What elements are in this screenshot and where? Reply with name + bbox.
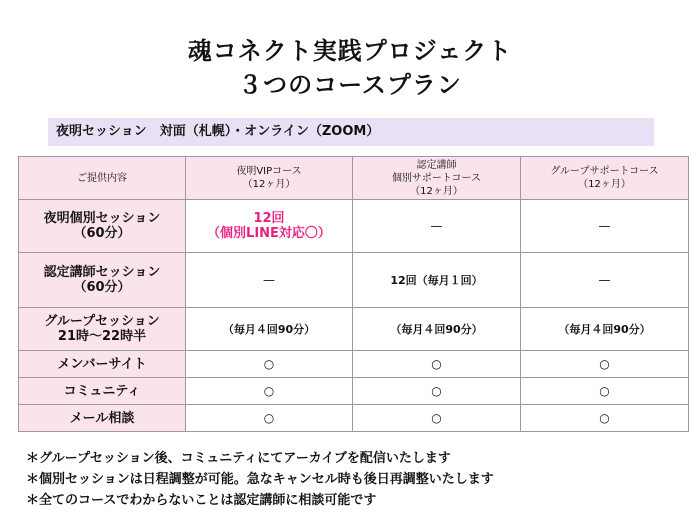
cell-instructor-group: （毎月４回90分） — [353, 308, 521, 351]
cell-group-community: ○ — [521, 378, 689, 405]
row-label-email-consult: メール相談 — [19, 405, 186, 432]
title-line-1: 魂コネクト実践プロジェクト — [187, 37, 513, 65]
cell-vip-email: ○ — [186, 405, 353, 432]
table-row — [19, 253, 689, 308]
table-row — [19, 200, 689, 253]
row-label-community: コミュニティ — [19, 378, 186, 405]
row-label-line: 認定講師セッション — [43, 265, 161, 280]
cell-vip-community: ○ — [186, 378, 353, 405]
footnote: ＊グループセッション後、コミュニティにてアーカイブを配信いたします — [26, 451, 451, 466]
row-label-line: グループセッション — [44, 314, 160, 329]
row-label-line: 夜明個別セッション — [43, 211, 161, 226]
row-label-line: 21時～22時半 — [57, 329, 147, 344]
cell-instructor-member-site: ○ — [353, 351, 521, 378]
header-vip-course-term: （12ヶ月） — [242, 179, 296, 190]
header-offerings-label: ご提供内容 — [77, 172, 127, 184]
cell-line: 12回 — [253, 211, 285, 226]
cell-group-email: ○ — [521, 405, 689, 432]
header-vip-course — [186, 157, 353, 200]
cell-instructor-instructor: 12回（毎月１回） — [353, 253, 521, 308]
row-label-line: （60分） — [73, 226, 131, 241]
cell-group-instructor: — — [521, 253, 689, 308]
cell-instructor-community: ○ — [353, 378, 521, 405]
header-instructor-course — [353, 157, 521, 200]
title-line-2: ３つのコースプラン — [238, 71, 462, 99]
cell-group-individual: — — [521, 200, 689, 253]
cell-line: （個別LINE対応〇） — [207, 226, 331, 241]
page-title — [0, 34, 700, 102]
footnote: ＊個別セッションは日程調整が可能。急なキャンセル時も後日再調整いたします — [26, 472, 494, 487]
row-label-instructor-session — [19, 253, 186, 308]
footnotes — [26, 448, 686, 511]
table-row — [19, 405, 689, 432]
header-instructor-course-term: （12ヶ月） — [410, 185, 463, 197]
cell-vip-individual — [186, 200, 353, 253]
cell-instructor-email: ○ — [353, 405, 521, 432]
footnote: ＊全てのコースでわからないことは認定講師に相談可能です — [26, 493, 377, 508]
header-instructor-course-name-1: 認定講師 — [416, 159, 457, 171]
cell-vip-group: （毎月４回90分） — [186, 308, 353, 351]
course-plan-table — [18, 156, 689, 432]
header-group-course — [521, 157, 689, 200]
row-label-group-session — [19, 308, 186, 351]
header-group-course-term: （12ヶ月） — [578, 179, 631, 190]
header-vip-course-name: 夜明VIPコース — [236, 166, 302, 177]
table-row — [19, 378, 689, 405]
row-label-member-site: メンバーサイト — [19, 351, 186, 378]
cell-vip-instructor: — — [186, 253, 353, 308]
cell-group-member-site: ○ — [521, 351, 689, 378]
header-instructor-course-name-2: 個別サポートコース — [391, 172, 482, 184]
cell-group-group: （毎月４回90分） — [521, 308, 689, 351]
table-row — [19, 351, 689, 378]
header-group-course-name: グループサポートコース — [550, 166, 659, 177]
header-offerings — [19, 157, 186, 200]
cell-instructor-individual: — — [353, 200, 521, 253]
row-label-individual-session — [19, 200, 186, 253]
table-row — [19, 308, 689, 351]
session-banner: 夜明セッション 対面（札幌）・オンライン（ZOOM） — [48, 118, 654, 146]
cell-vip-member-site: ○ — [186, 351, 353, 378]
table-header-row — [19, 157, 689, 200]
row-label-line: （60分） — [73, 280, 131, 295]
